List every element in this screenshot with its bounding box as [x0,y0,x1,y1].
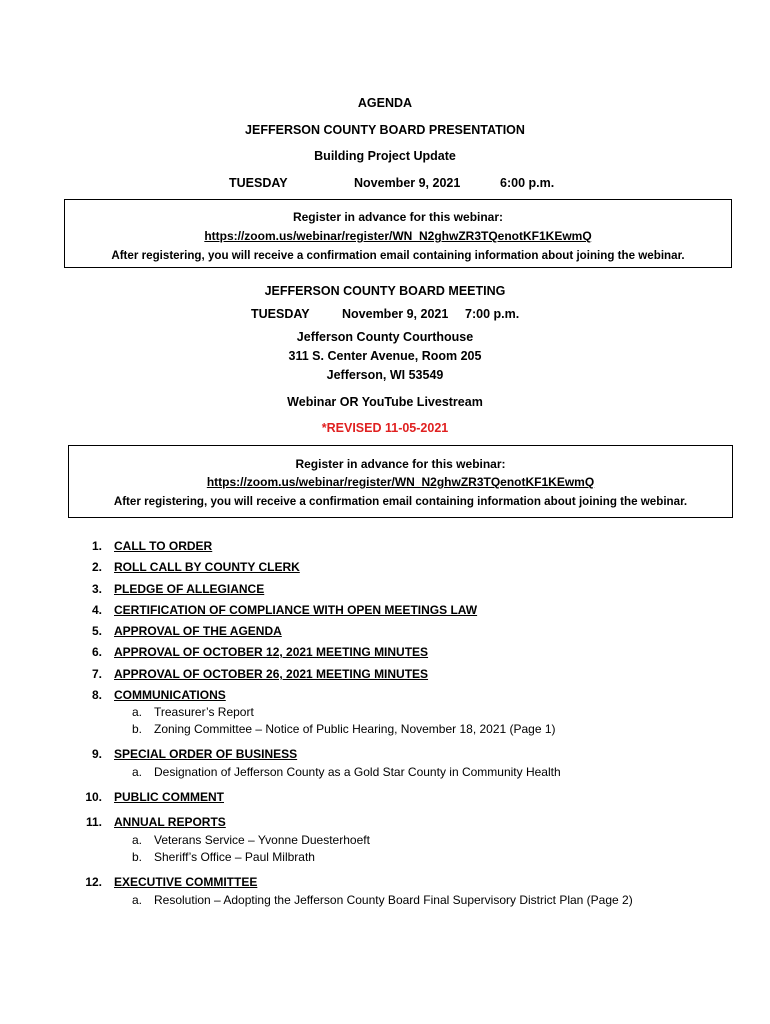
presentation-date: November 9, 2021 [354,176,461,190]
presentation-day: TUESDAY [229,176,288,190]
meeting-city: Jefferson, WI 53549 [326,368,444,382]
item-number: 10. [85,790,102,804]
item-label: CERTIFICATION OF COMPLIANCE WITH OPEN MEETINGS LAW [114,603,478,617]
item-number: 5. [91,624,102,638]
item-number: 4. [91,603,102,617]
meeting-address: 311 S. Center Avenue, Room 205 [288,349,482,363]
item-label: PLEDGE OF ALLEGIANCE [114,582,265,596]
sub-item-letter: a. [132,893,143,907]
sub-item-letter: a. [132,705,143,719]
item-number: 6. [91,645,102,659]
item-number: 9. [91,747,102,761]
item-number: 11. [85,815,102,829]
sub-item-text: Treasurer’s Report [154,705,254,719]
presentation-time: 6:00 p.m. [500,176,555,190]
item-number: 3. [91,582,102,596]
item-label: APPROVAL OF OCTOBER 12, 2021 MEETING MINUTES [114,645,429,659]
meeting-day: TUESDAY [251,307,310,321]
webinar-note-2: After registering, you will receive a confirmation email containing information about joining the webinar. [113,495,688,508]
sub-item-text: Zoning Committee – Notice of Public Hearing, November 18, 2021 (Page 1) [154,722,556,736]
item-number: 8. [91,688,102,702]
meeting-venue: Jefferson County Courthouse [296,330,474,344]
revised-notice: *REVISED 11-05-2021 [321,421,449,435]
item-number: 7. [91,667,102,681]
sub-item-letter: a. [132,833,143,847]
meeting-title: JEFFERSON COUNTY BOARD MEETING [264,284,506,298]
item-label: APPROVAL OF OCTOBER 26, 2021 MEETING MINUTES [114,667,429,681]
item-number: 1. [91,539,102,553]
sub-item-text: Veterans Service – Yvonne Duesterhoeft [154,833,370,847]
item-label: CALL TO ORDER [114,539,213,553]
meeting-stream: Webinar OR YouTube Livestream [287,395,483,409]
sub-item-letter: a. [132,765,143,779]
webinar-heading-2: Register in advance for this webinar: [295,457,506,471]
sub-item-text: Resolution – Adopting the Jefferson County Board Final Supervisory District Plan (Page 2) [154,893,633,907]
webinar-heading: Register in advance for this webinar: [292,210,504,224]
item-label: APPROVAL OF THE AGENDA [114,624,282,638]
webinar-link-2[interactable]: https://zoom.us/webinar/register/WN_N2ghwZR3TQenotKF1KEwmQ [206,475,595,489]
agenda-title: AGENDA [357,96,413,110]
item-label: PUBLIC COMMENT [114,790,224,804]
item-label: ANNUAL REPORTS [114,815,226,829]
webinar-note: After registering, you will receive a confirmation email containing information about joining the webinar. [111,249,685,262]
webinar-registration-box-2 [68,445,733,518]
presentation-topic: Building Project Update [314,149,456,163]
presentation-title: JEFFERSON COUNTY BOARD PRESENTATION [245,123,525,137]
sub-item-letter: b. [132,850,143,864]
webinar-link[interactable]: https://zoom.us/webinar/register/WN_N2ghwZR3TQenotKF1KEwmQ [204,229,592,243]
sub-item-text: Designation of Jefferson County as a Gold Star County in Community Health [154,765,561,779]
meeting-time: 7:00 p.m. [465,307,520,321]
item-label: SPECIAL ORDER OF BUSINESS [114,747,298,761]
item-label: EXECUTIVE COMMITTEE [114,875,258,889]
item-number: 12. [85,875,102,889]
sub-item-letter: b. [132,722,143,736]
webinar-registration-box [64,199,732,268]
item-label: ROLL CALL BY COUNTY CLERK [114,560,300,574]
meeting-date: November 9, 2021 [342,307,449,321]
item-label: COMMUNICATIONS [114,688,226,702]
item-number: 2. [91,560,102,574]
sub-item-text: Sheriff’s Office – Paul Milbrath [154,850,315,864]
